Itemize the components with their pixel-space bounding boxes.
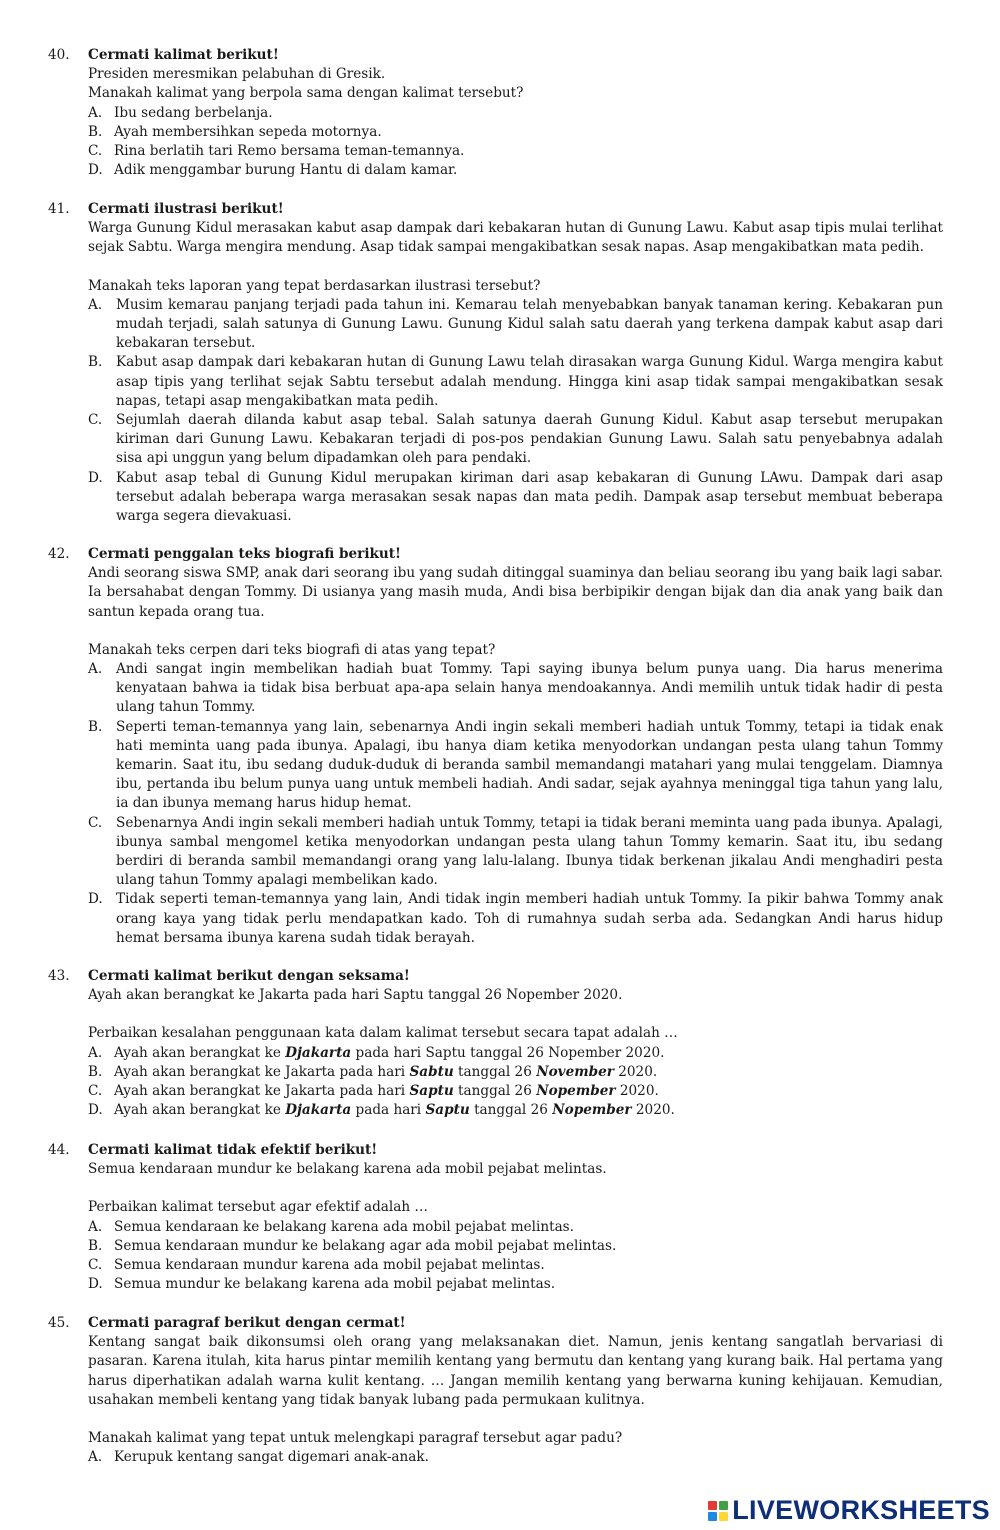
logo-square bbox=[719, 1512, 728, 1521]
question-number: 45. bbox=[48, 1315, 70, 1331]
question-43 bbox=[48, 967, 943, 1120]
stimulus-sentence: Presiden meresmikan pelabuhan di Gresik. bbox=[88, 66, 386, 83]
option-text: Ayah membersihkan sepeda motornya. bbox=[114, 123, 382, 140]
option-b[interactable] bbox=[88, 123, 943, 142]
question-prompt: Manakah kalimat yang tepat untuk melengkapi paragraf tersebut agar padu? bbox=[88, 1430, 623, 1447]
stimulus-text: Andi seorang siswa SMP, anak dari seorang ibu yang sudah ditinggal suaminya dan beliau seorang ibu yang baik lagi sabar. Ia bersahabat dengan Tommy. Di usianya yang masih muda, Andi bisa berbipikir dengan bijak dan dia anak yang baik dan santun kepada orang tua. bbox=[88, 565, 943, 620]
question-title: Cermati kalimat tidak efektif berikut! bbox=[88, 1142, 378, 1158]
option-d[interactable] bbox=[88, 1101, 943, 1120]
option-c[interactable] bbox=[88, 411, 943, 469]
emphasized-word: Djakarta bbox=[285, 1044, 352, 1061]
emphasized-word: Saptu bbox=[409, 1083, 454, 1100]
option-letter: A. bbox=[88, 1218, 103, 1235]
option-letter: A. bbox=[88, 296, 103, 313]
option-letter: C. bbox=[88, 1083, 103, 1100]
emphasized-word: Nopember bbox=[536, 1083, 616, 1100]
option-text: Sejumlah daerah dilanda kabut asap tebal. Salah satunya daerah Gunung Kidul. Kabut asap tersebut merupakan kiriman dari Gunung Lawu. Kebakaran terjadi di pos-pos pendakian Gunung Lawu. Salah satu penyebabnya adalah sisa api unggun yang belum dipadamkan oleh para pendaki. bbox=[116, 412, 943, 467]
option-a[interactable] bbox=[88, 660, 943, 718]
option-b[interactable] bbox=[88, 718, 943, 814]
option-text: Seperti teman-temannya yang lain, sebenarnya Andi ingin sekali memberi hadiah untuk Tommy, tetapi ia tidak enak hati meminta uang pada ibunya. Apalagi, ibu hanya diam ketika menyodorkan undangan pesta ulang tahun Tommy kemarin. Saat itu, ibu sedang duduk-duduk di beranda sambil memandangi matahari yang mulai tenggelam. Diamnya ibu, pertanda ibu belum punya uang untuk membeli hadiah. Andi sadar, sejak ayahnya meninggal tiga tahun yang lalu, ia dan ibunya memang harus hidup hemat. bbox=[116, 718, 943, 812]
option-text: Tidak seperti teman-temannya yang lain, Andi tidak ingin memberi hadiah untuk Tommy. Ia pikir bahwa Tommy anak orang kaya yang tidak perlu mendapatkan kado. Toh di rumahnya sudah serba ada. Sedangkan Andi harus hidup hemat bersama ibunya karena sudah tidak berayah. bbox=[116, 891, 943, 946]
question-title: Cermati ilustrasi berikut! bbox=[88, 201, 284, 217]
question-prompt: Manakah teks cerpen dari teks biografi di atas yang tepat? bbox=[88, 641, 496, 658]
question-number: 41. bbox=[48, 201, 70, 217]
option-b[interactable] bbox=[88, 1237, 943, 1256]
option-letter: D. bbox=[88, 1102, 103, 1119]
question-prompt: Manakah kalimat yang berpola sama dengan kalimat tersebut? bbox=[88, 85, 524, 102]
option-letter: C. bbox=[88, 412, 103, 429]
question-prompt: Perbaikan kesalahan penggunaan kata dalam kalimat tersebut secara tapat adalah … bbox=[88, 1025, 678, 1042]
option-b[interactable] bbox=[88, 1063, 943, 1082]
option-letter: A. bbox=[88, 1044, 103, 1061]
option-text: Semua mundur ke belakang karena ada mobil pejabat melintas. bbox=[114, 1276, 556, 1293]
question-41 bbox=[48, 200, 943, 526]
question-title: Cermati penggalan teks biografi berikut! bbox=[88, 546, 402, 562]
question-number: 43. bbox=[48, 968, 70, 984]
option-text: Kerupuk kentang sangat digemari anak-anak. bbox=[114, 1449, 429, 1466]
option-letter: B. bbox=[88, 1237, 103, 1254]
option-letter: D. bbox=[88, 1276, 103, 1293]
emphasized-word: Saptu bbox=[425, 1102, 470, 1119]
option-letter: D. bbox=[88, 469, 103, 486]
option-letter: A. bbox=[88, 1449, 103, 1466]
option-letter: D. bbox=[88, 891, 103, 908]
question-title: Cermati kalimat berikut dengan seksama! bbox=[88, 968, 410, 984]
option-text: Ayah akan berangkat ke Djakarta pada hari Saptu tanggal 26 Nopember 2020. bbox=[114, 1044, 665, 1061]
option-d[interactable] bbox=[88, 161, 943, 180]
question-44 bbox=[48, 1141, 943, 1294]
option-text: Ayah akan berangkat ke Djakarta pada hari Saptu tanggal 26 Nopember 2020. bbox=[114, 1102, 675, 1119]
option-a[interactable] bbox=[88, 1218, 943, 1237]
option-a[interactable] bbox=[88, 1448, 943, 1467]
brand-name: LIVEWORKSHEETS bbox=[732, 1495, 990, 1526]
logo-square bbox=[708, 1501, 717, 1510]
question-number: 44. bbox=[48, 1142, 70, 1158]
option-letter: D. bbox=[88, 162, 103, 179]
liveworksheets-logo-icon bbox=[708, 1501, 728, 1521]
option-letter: B. bbox=[88, 123, 103, 140]
logo-square bbox=[719, 1501, 728, 1510]
option-c[interactable] bbox=[88, 814, 943, 891]
question-45 bbox=[48, 1314, 943, 1467]
option-d[interactable] bbox=[88, 469, 943, 527]
option-text: Kabut asap dampak dari kebakaran hutan di Gunung Lawu telah dirasakan warga Gunung Kidul. Warga mengira kabut asap tipis yang terlihat sejak Sabtu tersebut adalah mendung. Hingga kini asap tidak sampai mengakibatkan sesak napas, tetapi asap mengakibatkan mata pedih. bbox=[116, 354, 943, 409]
option-text: Adik menggambar burung Hantu di dalam kamar. bbox=[114, 162, 458, 179]
option-letter: C. bbox=[88, 814, 103, 831]
option-c[interactable] bbox=[88, 1082, 943, 1101]
option-b[interactable] bbox=[88, 353, 943, 411]
option-letter: B. bbox=[88, 1063, 103, 1080]
option-letter: B. bbox=[88, 718, 103, 735]
option-a[interactable] bbox=[88, 104, 943, 123]
option-letter: B. bbox=[88, 354, 103, 371]
liveworksheets-logo[interactable] bbox=[708, 1496, 990, 1526]
option-c[interactable] bbox=[88, 142, 943, 161]
question-prompt: Perbaikan kalimat tersebut agar efektif adalah … bbox=[88, 1199, 429, 1216]
emphasized-word: Nopember bbox=[552, 1102, 632, 1119]
option-letter: A. bbox=[88, 104, 103, 121]
option-letter: C. bbox=[88, 1257, 103, 1274]
option-letter: A. bbox=[88, 661, 103, 678]
option-text: Semua kendaraan mundur karena ada mobil pejabat melintas. bbox=[114, 1257, 545, 1274]
option-text: Musim kemarau panjang terjadi pada tahun ini. Kemarau telah menyebabkan banyak tanaman kering. Kebakaran pun mudah terjadi, salah satunya di Gunung Lawu. Gunung Kidul salah satu daerah yang terkena dampak kabut asap dari kebakaran tersebut. bbox=[116, 296, 943, 352]
option-text: Rina berlatih tari Remo bersama teman-temannya. bbox=[114, 143, 465, 160]
option-text: Andi sangat ingin membelikan hadiah buat Tommy. Tapi saying ibunya belum punya uang. Dia harus menerima kenyataan bahwa ia tidak bisa berbuat apa-apa selain hanya mendoakannya. Andi memilih untuk tidak hadir di pesta ulang tahun Tommy. bbox=[116, 661, 943, 716]
question-42 bbox=[48, 545, 943, 948]
question-title: Cermati kalimat berikut! bbox=[88, 47, 279, 63]
question-title: Cermati paragraf berikut dengan cermat! bbox=[88, 1315, 406, 1331]
emphasized-word: Djakarta bbox=[285, 1102, 352, 1119]
option-text: Sebenarnya Andi ingin sekali memberi hadiah untuk Tommy, tetapi ia tidak berani meminta uang pada ibunya. Apalagi, ibunya sambal mengomel ketika menyodorkan undangan pesta ulang tahun Tommy kemarin. Saat itu, ibu sedang berdiri di beranda sambil memandangi orang yang lalu-lalang. Ibunya tidak berkenan jikalau Andi menghadiri pesta ulang tahun Tommy apalagi membelikan kado. bbox=[116, 814, 943, 889]
option-d[interactable] bbox=[88, 1275, 943, 1294]
stimulus-sentence: Ayah akan berangkat ke Jakarta pada hari Saptu tanggal 26 Nopember 2020. bbox=[88, 987, 623, 1004]
logo-square bbox=[708, 1512, 717, 1521]
option-a[interactable] bbox=[88, 1044, 943, 1063]
option-d[interactable] bbox=[88, 890, 943, 948]
question-40 bbox=[48, 46, 943, 180]
option-text: Ayah akan berangkat ke Jakarta pada hari Saptu tanggal 26 Nopember 2020. bbox=[114, 1083, 659, 1100]
question-number: 42. bbox=[48, 546, 70, 562]
question-prompt: Manakah teks laporan yang tepat berdasarkan ilustrasi tersebut? bbox=[88, 277, 541, 294]
option-letter: C. bbox=[88, 143, 103, 160]
option-text: Ayah akan berangkat ke Jakarta pada hari Sabtu tanggal 26 November 2020. bbox=[114, 1063, 658, 1080]
option-a[interactable] bbox=[88, 296, 943, 354]
emphasized-word: Sabtu bbox=[409, 1063, 454, 1080]
stimulus-sentence: Semua kendaraan mundur ke belakang karena ada mobil pejabat melintas. bbox=[88, 1161, 607, 1178]
option-text: Semua kendaraan ke belakang karena ada mobil pejabat melintas. bbox=[114, 1218, 574, 1235]
option-text: Kabut asap tebal di Gunung Kidul merupakan kiriman dari asap kebakaran di Gunung LAwu. Dampak dari asap tersebut adalah beberapa warga merasakan sesak napas dan mata pedih. Dampak asap tersebut membuat beberapa warga segera dievakuasi. bbox=[116, 469, 943, 525]
stimulus-text: Warga Gunung Kidul merasakan kabut asap dampak dari kebakaran hutan di Gunung Lawu. Kabut asap tipis mulai terlihat sejak Sabtu. Warga mengira mendung. Asap tidak sampai mengakibatkan sesak napas. Asap mengakibatkan mata pedih. bbox=[88, 220, 943, 256]
option-text: Ibu sedang berbelanja. bbox=[114, 104, 273, 121]
option-c[interactable] bbox=[88, 1256, 943, 1275]
question-number: 40. bbox=[48, 47, 70, 63]
stimulus-text: Kentang sangat baik dikonsumsi oleh orang yang melaksanakan diet. Namun, jenis kentang sangatlah bervariasi di pasaran. Karena itulah, kita harus pintar memilih kentang yang bermutu dan kentang yang kurang baik. Hal pertama yang harus diperhatikan adalah warna kulit kentang. … Jangan memilih kentang yang berwarna kuning kehijauan. Kemudian, usahakan membeli kentang yang tidak banyak lubang pada permukaan kulitnya. bbox=[88, 1334, 943, 1408]
emphasized-word: November bbox=[536, 1063, 614, 1080]
option-text: Semua kendaraan mundur ke belakang agar ada mobil pejabat melintas. bbox=[114, 1237, 617, 1254]
